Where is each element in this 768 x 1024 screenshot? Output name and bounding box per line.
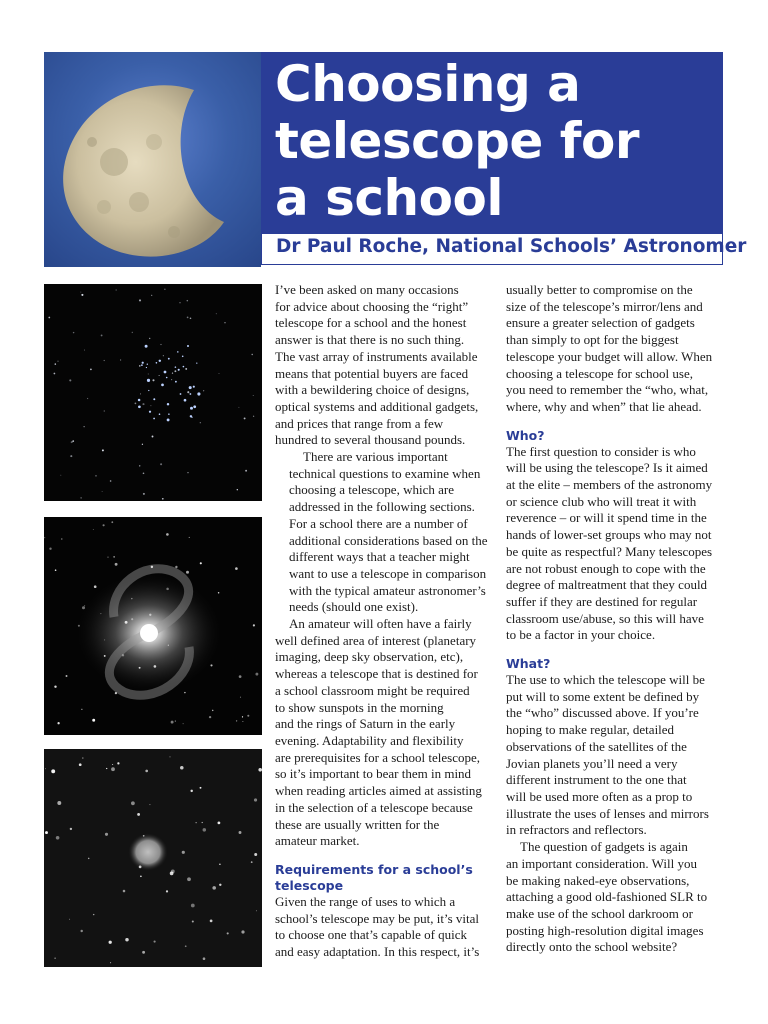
text-line: for advice about choosing the “right”: [275, 298, 469, 314]
text-line: than simply to opt for the biggest: [506, 332, 679, 348]
moon-photo: [44, 52, 261, 267]
text-line: size of the telescope’s mirror/lens and: [506, 298, 703, 314]
text-line: with a bewildering choice of designs,: [275, 382, 470, 398]
text-line: well defined area of interest (planetary: [275, 632, 477, 648]
text-line: There are various important: [303, 449, 448, 465]
text-line: needs (should one exist).: [289, 599, 419, 615]
paragraph: [275, 282, 495, 449]
text-line: technical questions to examine when: [289, 465, 481, 481]
section-heading-who: Who?: [506, 427, 545, 443]
text-line: these are usually written for the: [275, 816, 440, 832]
text-line: optical systems and additional gadgets,: [275, 398, 479, 414]
text-line: to be a factor in your choice.: [506, 627, 656, 643]
article-title: [275, 56, 715, 227]
spiral-galaxy-photo: [44, 517, 262, 735]
text-line: telescope your budget will allow. When: [506, 348, 713, 364]
text-line: reverence – or will it spend time in the: [506, 510, 707, 526]
text-line: choosing a telescope for school use,: [506, 365, 694, 381]
text-line: hundred to several thousand pounds.: [275, 432, 466, 448]
section-heading-what: What?: [506, 656, 551, 672]
text-line: classroom use/abuse, so this will have: [506, 610, 704, 626]
text-line: Given the range of uses to which a: [275, 893, 456, 909]
text-line: will be using the telescope? Is it aimed: [506, 460, 708, 476]
text-line: in the selection of a telescope because: [275, 799, 473, 815]
text-line: when reading articles aimed at assisting: [275, 783, 482, 799]
text-line: where, why and when” that lie ahead.: [506, 398, 702, 414]
text-line: want to use a telescope in comparison: [289, 565, 487, 581]
text-line: additional considerations based on the: [289, 532, 488, 548]
title-line: a school: [275, 169, 503, 227]
text-line: an important consideration. Will you: [506, 855, 697, 871]
text-line: at the elite – members of the astronomy: [506, 477, 713, 493]
paragraph: [275, 894, 495, 961]
text-line: different ways that a teacher might: [289, 549, 470, 565]
text-line: and prices that range from a few: [275, 415, 444, 431]
paragraph: [275, 449, 495, 616]
paragraph: [275, 616, 495, 850]
text-line: are prerequisites for a school telescope,: [275, 749, 481, 765]
text-line: Jovian planets you’ll need a very: [506, 755, 678, 771]
article-column-2: [506, 282, 726, 956]
section-heading: Requirements for a school’s: [275, 861, 473, 877]
text-line: observations of the satellites of the: [506, 738, 687, 754]
text-line: so it’s important to bear them in mind: [275, 766, 472, 782]
text-line: suffer if they are destined for regular: [506, 593, 698, 609]
text-line: answer is that there is no such thing.: [275, 332, 465, 348]
byline: Dr Paul Roche, National Schools’ Astronomer: [276, 236, 747, 257]
text-line: hoping to make regular, detailed: [506, 722, 675, 738]
text-line: a school classroom might be required: [275, 682, 470, 698]
title-line: Choosing a: [275, 55, 581, 113]
text-line: in refractors and reflectors.: [506, 822, 647, 838]
text-line: are not robust enough to cope with the: [506, 560, 706, 576]
section-heading: telescope: [275, 877, 344, 893]
text-line: put will to some extent be defined by: [506, 688, 700, 704]
star-cluster-photo: [44, 284, 262, 501]
title-line: telescope for: [275, 112, 639, 170]
text-line: and easy adaptation. In this respect, it’s: [275, 944, 480, 960]
text-line: the “who” discussed above. If you’re: [506, 705, 699, 721]
title-band: [261, 52, 723, 234]
text-line: addressed in the following sections.: [289, 499, 475, 515]
text-line: be quite as respectful? Many telescopes: [506, 543, 713, 559]
text-line: An amateur will often have a fairly: [289, 616, 472, 632]
text-line: means that potential buyers are faced: [275, 365, 469, 381]
paragraph: [506, 839, 726, 956]
text-line: usually better to compromise on the: [506, 282, 693, 297]
text-line: The question of gadgets is again: [520, 839, 688, 855]
planetary-nebula-photo: [44, 749, 262, 967]
text-line: or science club who will treat it with: [506, 493, 697, 509]
paragraph: [506, 672, 726, 839]
text-line: The first question to consider is who: [506, 443, 696, 459]
text-line: degree of maltreatment that they could: [506, 577, 708, 593]
text-line: ensure a greater selection of gadgets: [506, 315, 695, 331]
text-line: and the rings of Saturn in the early: [275, 716, 456, 732]
text-line: whereas a telescope that is destined for: [275, 666, 478, 682]
text-line: school’s telescope may be put, it’s vital: [275, 910, 479, 926]
text-line: will be used more often as a prop to: [506, 788, 693, 804]
text-line: evening. Adaptability and flexibility: [275, 732, 464, 748]
text-line: be making naked-eye observations,: [506, 872, 690, 888]
paragraph: [506, 444, 726, 644]
paragraph: [506, 282, 726, 416]
text-line: hands of lower-set groups who may not: [506, 527, 712, 543]
text-line: with the typical amateur astronomer’s: [289, 582, 486, 598]
article-column-1: [275, 282, 495, 961]
text-line: The use to which the telescope will be: [506, 672, 705, 688]
text-line: choosing a telescope, which are: [289, 482, 454, 498]
text-line: to show sunspots in the morning: [275, 699, 444, 715]
text-line: imaging, deep sky observation, etc),: [275, 649, 464, 665]
text-line: to choose one that’s capable of quick: [275, 927, 468, 943]
text-line: posting high-resolution digital images: [506, 922, 704, 938]
text-line: amateur market.: [275, 833, 360, 849]
text-line: you need to remember the “who, what,: [506, 382, 709, 398]
byline-box: [261, 234, 747, 265]
text-line: make use of the school darkroom or: [506, 905, 694, 921]
text-line: telescope for a school and the honest: [275, 315, 467, 331]
text-line: For a school there are a number of: [289, 515, 468, 531]
text-line: I’ve been asked on many occasions: [275, 282, 459, 297]
text-line: attaching a good old-fashioned SLR to: [506, 889, 708, 905]
text-line: illustrate the uses of lenses and mirrors: [506, 805, 709, 821]
text-line: directly onto the school website?: [506, 939, 678, 955]
text-line: The vast array of instruments available: [275, 348, 478, 364]
text-line: different instrument to the one that: [506, 772, 687, 788]
